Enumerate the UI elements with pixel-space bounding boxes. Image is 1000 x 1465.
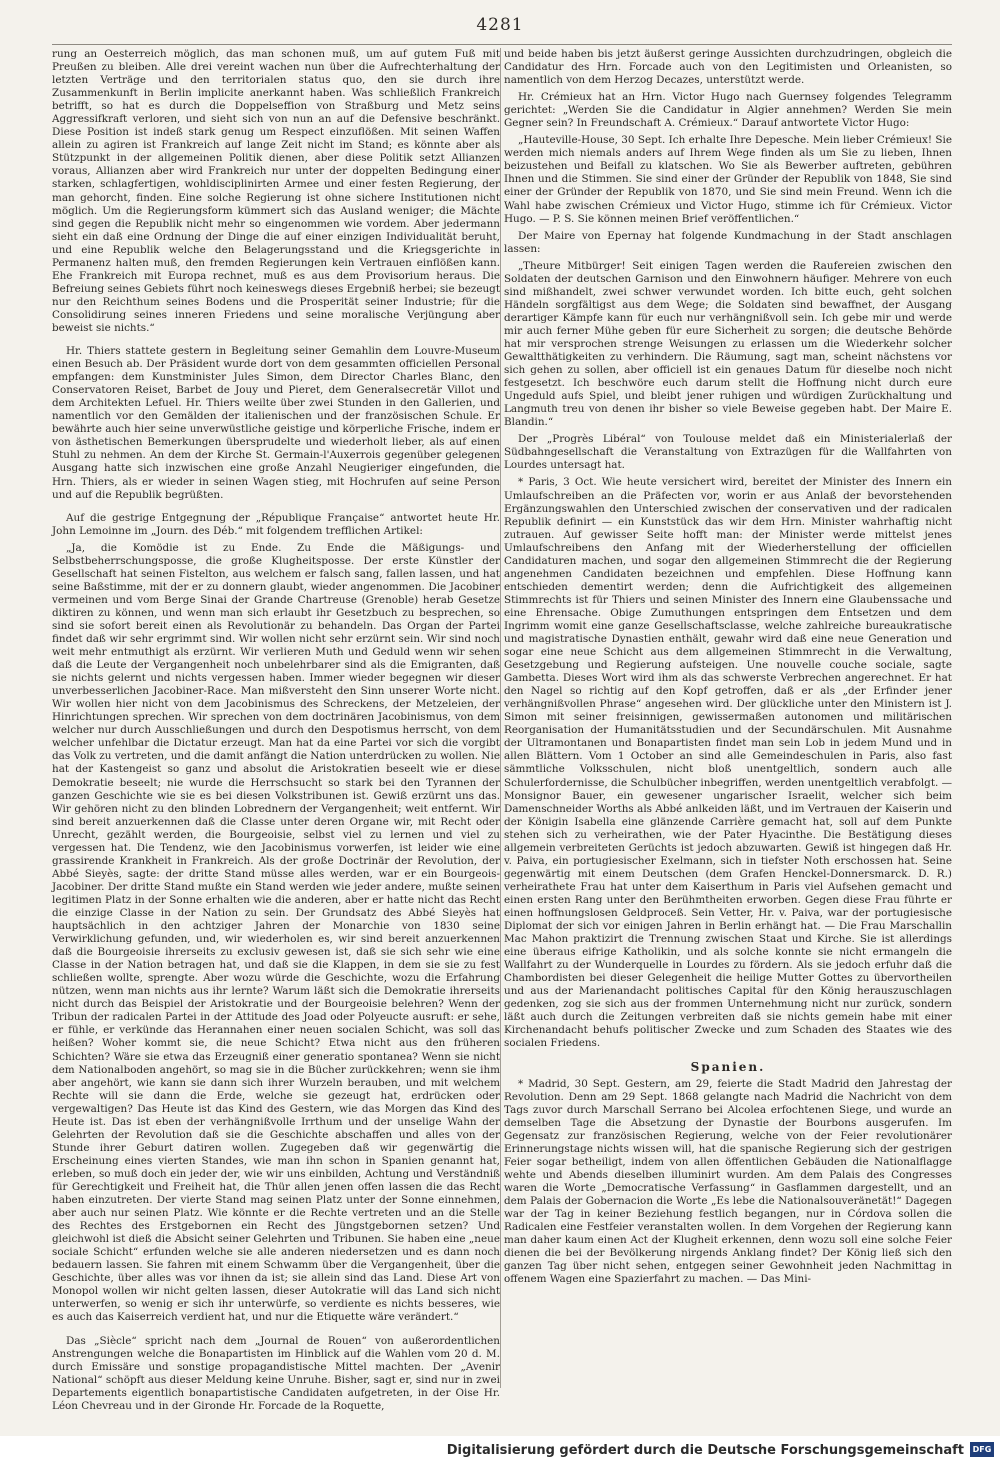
right-paragraph-7: * Paris, 3 Oct. Wie heute versichert wird, bereitet der Minister des Innern ein Umlaufschreiben an die Präfecten vor, worin er aus Anlaß der bevorstehenden Ergänzungswahlen den Unterschied zwischen der conservativen und der radicalen Republik definirt — ein Kunststück das wir dem Hrn. Minister wahrhaftig nicht zutrauen. Auf gewisser Seite hofft man: der Minister werde mittelst jenes Umlaufschreibens den Anfang mit der Wiederherstellung der officiellen Candidaturen machen, und sogar den allgemeinen Stimmrecht die der Regierung angenehmen Candidaten bezeichnen und empfehlen. Diese Hoffnung kann entschieden dementirt werden; denn die Aufrichtigkeit des allgemeinen Stimmrechts ist für Thiers und seinen Minister des Innern eine Glaubenssache und eine Ehrensache. Obige Zumuthungen entspringen dem Entsetzen und dem Ingrimm womit eine ganze Gesellschaftsclasse, welche zahlreiche bureaukratische und magistratische Dynastien enthält, gewahr wird daß eine neue Generation und sogar eine neue Schicht aus dem allgemeinen Stimmrecht in die Verwaltung, Gesetzgebung und Regierung aufsteigen. Une nouvelle couche sociale, sagte Gambetta. Dieses Wort wird ihm als das schwerste Verbrechen angerechnet. Er hat den Nagel so richtig auf den Kopf getroffen, daß er als „der Erfinder jener verhängnißvollen Phrase“ angesehen wird. Der glückliche unter den Ministern ist J. Simon mit seiner freisinnigen, gewissermaßen autonomen und militärischen Reorganisation der Humanitätsstudien und der Secundärschulen. Mit Ausnahme der Ultramontanen und Bonapartisten findet man sein Lob in jedem Mund und in allen Blättern. Vom 1 October an sind alle Gemeindeschulen in Paris, also fast sämmtliche Volksschulen, nicht bloß unentgeltlich, sondern auch alle Schulerfordernisse, die Schulbücher inbegriffen, werden unentgeltlich verabfolgt. — Monsignor Bauer, ein gewesener ungarischer Israelit, welcher sich beim Damenschneider Worths als Abbé anlkeiden läßt, und im Vertrauen der Kaiserin und der Königin Isabella eine glänzende Carrière gemacht hat, soll auf dem Punkte stehen sich zu verheirathen, wie der Pater Hyacinthe. Die Bestätigung dieses allgemein verbreiteten Gerüchts ist jedoch abzuwarten. Gewiß ist hingegen daß Hr. v. Paiva, ein portugiesischer Exelmann, sich in tiefster Noth erschossen hat. Seine gegenwärtig mit einem Deutschen (dem Grafen Henckel-Donnersmarck. D. R.) verheirathete Frau hat unter dem Kaiserthum in Paris viel Aufsehen gemacht und einen ersten Rang unter den Berühmtheiten erworben. Gegen diese Frau führte er einen hoffnungslosen Geldproceß. Sein Vetter, Hr. v. Paiva, war der portugiesische Diplomat der sich vor einigen Jahren in Berlin erhängt hat. — Die Frau Marschallin Mac Mahon praktizirt die Trennung zwischen Staat und Kirche. Sie ist allerdings eine überaus eifrige Katholikin, und als solche konnte sie nicht ermangeln die Wallfahrt zu der Wunderquelle in Lourdes zu fördern. Als sie jedoch erfuhr daß die Chambordisten bei dieser Gelegenheit die heilige Mutter Gottes zu übervortheilen und aus der Marienandacht politisches Capital für den König herauszuschlagen gedenken, zog sie sich aus der frommen Unternehmung nicht nur zurück, sondern läßt auch durch die Zeitungen verbreiten daß sie nichts gemein habe mit einer Kirchenandacht behufs politischer Zwecke und zum Schaden des Staates wie des socialen Friedens. bbox=[504, 476, 953, 1050]
left-paragraph-2: Hr. Thiers stattete gestern in Begleitung seiner Gemahlin dem Louvre-Museum einen Besuch ab. Der Präsident wurde dort von dem gesammten officiellen Personal empfangen: dem Kunstminister Jules Simon, dem Director Charles Blanc, den Conservatoren Reiset, Barbet de Jouy und Pieret, dem Generalsecretär Villot und dem Architekten Lefuel. Hr. Thiers weilte über zwei Stunden in den Gallerien, und namentlich vor den Gemälden der italienischen und der französischen Schule. Er bewährte auch hier seine unverwüstliche geistige und körperliche Frische, indem er von ästhetischen Bemerkungen übersprudelte und wiederholt lieber, als auf einen Stuhl zu nehmen. An dem der Kirche St. Germain-l'Auxerrois gegenüber gelegenen Ausgang hatte sich inzwischen eine große Anzahl Neugieriger eingefunden, die Hrn. Thiers, als er wieder in seinen Wagen stieg, mit Hochrufen auf seine Person und auf die Republik begrüßten. bbox=[52, 345, 500, 501]
right-paragraph-6: Der „Progrès Libéral“ von Toulouse meldet daß ein Ministerialerlaß der Südbahngesellschaft die Veranstaltung von Extrazügen für die Wallfahrten von Lourdes untersagt hat. bbox=[504, 433, 952, 472]
right-paragraph-5: „Theure Mitbürger! Seit einigen Tagen werden die Raufereien zwischen den Soldaten der deutschen Garnison und den Einwohnern häufiger. Mehrere von euch sind mißhandelt, zwei schwer verwundet worden. Ich bitte euch, geht solchen Händeln sorgfältigst aus dem Wege; die Soldaten sind bewaffnet, der Ausgang derartiger Kämpfe kann für euch nur verhängnißvoll sein. Ich gebe mir und werde mir auch ferner Mühe geben für eure Sicherheit zu sorgen; die deutsche Behörde hat mir versprochen strenge Weisungen zu erlassen um die Wiederkehr solcher Gewaltthätigkeiten zu verhindern. Die Räumung, sagt man, scheint nächstens vor sich gehen zu sollen, aber officiell ist ein genaues Datum für dieselbe noch nicht festgesetzt. Ich beschwöre euch darum stellt die Hoffnung nicht durch eure Ungeduld aufs Spiel, und bleibt jener ruhigen und würdigen Zurückhaltung und Langmuth treu von denen ihr bisher so viele Beweise gegeben habt. Der Maire E. Blandin.“ bbox=[504, 259, 952, 429]
left-paragraph-3: Auf die gestrige Entgegnung der „République Française“ antwortet heute Hr. John Lemoinne im „Journ. des Déb.“ mit folgendem trefflichen Artikel: bbox=[52, 511, 500, 537]
column-divider bbox=[500, 48, 501, 1388]
section-heading-spanien: Spanien. bbox=[690, 1059, 766, 1074]
right-column bbox=[504, 48, 952, 1286]
dfg-logo-icon: DFG bbox=[970, 1442, 994, 1457]
right-paragraph-2: Hr. Crémieux hat an Hrn. Victor Hugo nach Guernsey folgendes Telegramm gerichtet: „Werden Sie die Candidatur in Algier annehmen? Werden Sie mein Gegner sein? In Freundschaft A. Crémieux.“ Darauf antwortete Victor Hugo: bbox=[504, 91, 952, 130]
right-paragraph-1: und beide haben bis jetzt äußerst geringe Aussichten durchzudringen, obgleich die Candidatur des Hrn. Forcade auch von den Legitimisten und Orleanisten, so namentlich von dem Herzog Decazes, unterstützt werde. bbox=[504, 48, 952, 87]
right-paragraph-spain: * Madrid, 30 Sept. Gestern, am 29, feierte die Stadt Madrid den Jahrestag der Revolution. Denn am 29 Sept. 1868 gelangte nach Madrid die Nachricht von dem Tags zuvor durch Marschall Serrano bei Alcolea erfochtenen Siege, und wurde an demselben Tage die Absetzung der Dynastie der Bourbons ausgerufen. Im Gegensatz zur französischen Regierung, welche von der Feier revolutionärer Erinnerungstage nichts wissen will, hat die spanische Regierung sich der gestrigen Feier sogar betheiligt, indem von allen öffentlichen Gebäuden die Nationalflagge wehte und Abends dieselben illuminirt wurden. Am dem Palais des Congresses waren die Worte „Democratische Verfassung“ in Gasflammen dargestellt, und an dem Palais der Gobernacion die Worte „Es lebe die Nationalsouveränetät!“ Dagegen war der Tag in keiner Beziehung festlich begangen, nur in Córdova sollen die Radicalen eine Festfeier veranstalten wollen. In dem Vorgehen der Regierung kann man daher kaum einen Act der Klugheit erkennen, denn wozu soll eine solche Feier dienen die bei der Bevölkerung nirgends Anklang findet? Der König ließ sich den ganzen Tag über nicht sehen, entgegen seiner Gewohnheit jeden Nachmittag in offenem Wagen eine Spazierfahrt zu machen. — Das Mini- bbox=[504, 1077, 952, 1286]
left-paragraph-1: rung an Oesterreich möglich, das man schonen muß, um auf gutem Fuß mit Preußen zu bleiben. Alle drei vereint wachen nun über die Aufrechterhaltung der letzten Verträge und den territorialen status quo, den sie durch ihre Zusammenkunft in Berlin implicite anerkannt haben. Was schließlich Frankreich betrifft, so hat es durch die Doppelseffion von Straßburg und Metz seins Aggressifkraft verloren, und sieht sich von nun an auf die Defensive beschränkt. Diese Position ist indeß stark genug um Respect einzuflößen. Mit seinen Waffen allein zu agiren ist Frankreich auf lange Zeit nicht im Stand; es könnte aber als Stützpunkt in der allgemeinen Politik dienen, aber diese Politik setzt Allianzen voraus, Allianzen aber wird Frankreich nur unter der doppelten Bedingung einer starken, schlagfertigen, wohldisciplinirten Armee und einer festen Regierung, der man gehorcht, finden. Eine solche Regierung ist ohne sichere Institutionen nicht möglich. Um die Regierungsform kümmert sich das Ausland weniger; die Mächte sind gegen die Republik nicht mehr so eingenommen wie vordem. Aber jedermann sieht ein daß eine Ordnung der Dinge die auf einer einzigen Individualität beruht, und eine Republik welche den Belagerungsstand und die Kriegsgerichte in Permanenz halten muß, den fremden Regierungen kein Vertrauen einflößen kann. Ehe Frankreich mit Europa rechnet, muß es aus dem Provisorium heraus. Die Befreiung seines Gebiets führt noch keineswegs dieses Ergebniß herbei; sie bezeugt nur den Reichthum seines Bodens und die Prosperität seiner Industrie; für die Consolidirung seines inneren Friedens und seine moralische Verjüngung aber beweist sie nichts.“ bbox=[52, 48, 500, 334]
left-paragraph-5: Das „Siècle“ spricht nach dem „Journal de Rouen“ von außerordentlichen Anstrengungen welche die Bonapartisten im Hinblick auf die Wahlen vom 20 d. M. durch Emissäre und sonstige propagandistische Mittel machten. Der „Avenir National“ schöpft aus dieser Meldung keine Unruhe. Bisher, sagt er, sind nur in zwei Departements eigentlich bonapartistische Candidaten aufgetreten, in der Oise Hr. Léon Chevreau und in der Gironde Hr. Forcade de la Roquette, bbox=[52, 1334, 500, 1412]
page-number: 4281 bbox=[476, 15, 524, 35]
header-rule bbox=[52, 44, 952, 45]
funding-credit: Digitalisierung gefördert durch die Deutsche Forschungsgemeinschaft bbox=[446, 1443, 964, 1458]
left-column bbox=[52, 48, 500, 1413]
right-paragraph-4: Der Maire von Epernay hat folgende Kundmachung in der Stadt anschlagen lassen: bbox=[504, 229, 952, 255]
left-paragraph-4: „Ja, die Komödie ist zu Ende. Zu Ende die Mäßigungs- und Selbstbeherrschungsposse, die große Klugheitsposse. Der erste Künstler der Gesellschaft hat seinen Fistelton, aus welchem er falsch sang, fallen lassen, und hat seine Baßstimme, mit der er zu donnern glaubt, wieder angenommen. Die Jacobiner vermeinen und vom Berge Sinai der Grande Chartreuse (Grenoble) herab Gesetze diktiren zu können, und wenn man sich erlaubt ihr Gesetzbuch zu besprechen, so sind sie sofort bereit einen als Revolutionär zu behandeln. Das Organ der Partei findet daß wir sehr ergrimmt sind. Wir wollen nicht sehr erzürnt sein. Wir sind noch weit mehr entmuthigt als erzürnt. Wir verlieren Muth und Geduld wenn wir sehen daß die Leute der Vergangenheit noch unbelehrbarer sind als die Emigranten, daß sie nichts gelernt und nichts vergessen haben. Immer wieder begegnen wir dieser unverbesserlichen Jacobiner-Race. Man mißversteht den Sinn unserer Worte nicht. Wir wollen hier nicht von dem Jacobinismus des Schreckens, der Metzeleien, der Hinrichtungen sprechen. Wir sprechen von dem doctrinären Jacobinismus, von dem welcher nur durch Ausschließungen und durch den Despotismus herrscht, von dem welcher unfehlbar die Dictatur erzeugt. Man hat da eine Partei vor sich die vorgibt das Volk zu vertreten, und die damit anfängt die Nation unterdrücken zu wollen. Nie hat der Kastengeist so ganz und absolut die Aristokratien beseelt wie er diese Demokratie beseelt; nie wurde die Herrschsucht so stark bei den Tyrannen der ganzen Geschichte wie sie es bei diesen Volkstribunen ist. Gewiß erzürnt uns das. Wir gehören nicht zu den blinden Lobrednern der Vergangenheit; weit entfernt. Wir sind bereit anzuerkennen daß die Classe unter deren Organe wir, mit Recht oder Unrecht, gezählt werden, die Bourgeoisie, selbst viel zu lernen und viel zu vergessen hat. Die Tendenz, wie den Jacobinismus vorwerfen, ist leider wie eine grassirende Krankheit in Frankreich. Als der große Doctrinär der Revolution, der Abbé Sieyès, sagte: der dritte Stand müsse alles werden, war er ein Bourgeois-Jacobiner. Der dritte Stand mußte ein Stand werden wie jeder andere, mußte seinen legitimen Platz in der Sonne erhalten wie die anderen, aber er hatte nicht das Recht die einzige Classe in der Nation zu sein. Der Grundsatz des Abbé Sieyès hat hauptsächlich in den achtziger Jahren der Monarchie von 1830 seine Verwirklichung gefunden, und, wir wiederholen es, wir sind bereit anzuerkennen daß die Bourgeoisie ihrerseits zu exclusiv gewesen ist, daß sie sich sehr wie eine Classe in der Nation betragen hat, und daß sie die Klappen, in dem sie sie zu fest schließen wollte, sprengte. Aber wozu würde die Geschichte, wozu die Erfahrung nützen, wenn man nichts aus ihr lernte? Warum läßt sich die Demokratie ihrerseits nicht durch das Beispiel der Aristokratie und der Bourgeoisie belehren? Wenn der Tribun der radicalen Partei in der Attitude des Joad oder Polyeucte ausruft: er sehe, er fühle, er verkünde das Herannahen einer neuen socialen Schicht, was soll das heißen? Woher kommt sie, die neue Schicht? Etwa nicht aus den früheren Schichten? Wäre sie etwa das Erzeugniß einer generatio spontanea? Wenn sie nicht dem Nationalboden angehört, so mag sie in die Bücher zurückkehren; wenn sie ihm aber angehört, wie kann sie dann sich ihrer Wurzeln berauben, und mit welchem Rechte will sie dann die Erde, welche sie gezeugt hat, erdrücken oder vergewaltigen? Das Heute ist das Kind des Gestern, wie das Morgen das Kind des Heute ist. Das ist eben der verhängnißvolle Irrthum und der unselige Wahn der Gelehrten der Revolution daß sie die Geschichte abschaffen und alles von der Stunde ihrer Geburt datiren wollen. Zugegeben daß wir gegenwärtig die Erscheinung eines vierten Standes, wie man ihn schon in Spanien genannt hat, erleben, so muß doch ein jeder der, wie wir uns einbilden, Achtung und Verständniß für Gerechtigkeit und Freiheit hat, die Thür allen jenen offen lassen die das Recht haben einzutreten. Der vierte Stand mag seinen Platz unter der Sonne einnehmen, aber auch nur seinen Platz. Wie könnte er die Rechte vertreten und an die Stelle des Rechtes des Erstgebornen ein Recht des Jüngstgebornen setzen? Und gleichwohl ist dieß die Absicht seiner Gelehrten und Tribunen. Sie haben eine „neue sociale Schicht“ erfunden welche sie alle anderen niedersetzen und es dann noch bedauern lassen. Sie fahren mit einem Schwamm über die Vergangenheit, über die Geschichte, über alles was vor ihnen da ist; sie allein sind das Land. Diese Art von Monopol wollen wir nicht gelten lassen, dieser Autokratie will das Land sich nicht unterwerfen, so wenig er sich ihr unterwürfe, so verdiente es nichts besseres, wie es auch das Kaiserreich verdient hat, und nur die Etiquette wäre verändert.“ bbox=[52, 541, 500, 1324]
right-paragraph-3: „Hauteville-House, 30 Sept. Ich erhalte Ihre Depesche. Mein lieber Crémieux! Sie werden mich niemals anders auf Ihrem Wege finden als um Sie zu lieben, Ihnen beizustehen und Beifall zu klatschen. Wo Sie als Bewerber auftreten, gebühren Ihnen und die Stimmen. Sie sind einer der Gründer der Republik von 1848, Sie sind einer der Gründer der Republik von 1870, und Sie sind mein Freund. Wenn ich die Wahl habe zwischen Crémieux und Victor Hugo, stimme ich für Crémieux. Victor Hugo. — P. S. Sie können meinen Brief veröffentlichen.“ bbox=[504, 134, 952, 225]
footer-bar bbox=[0, 1436, 1000, 1465]
